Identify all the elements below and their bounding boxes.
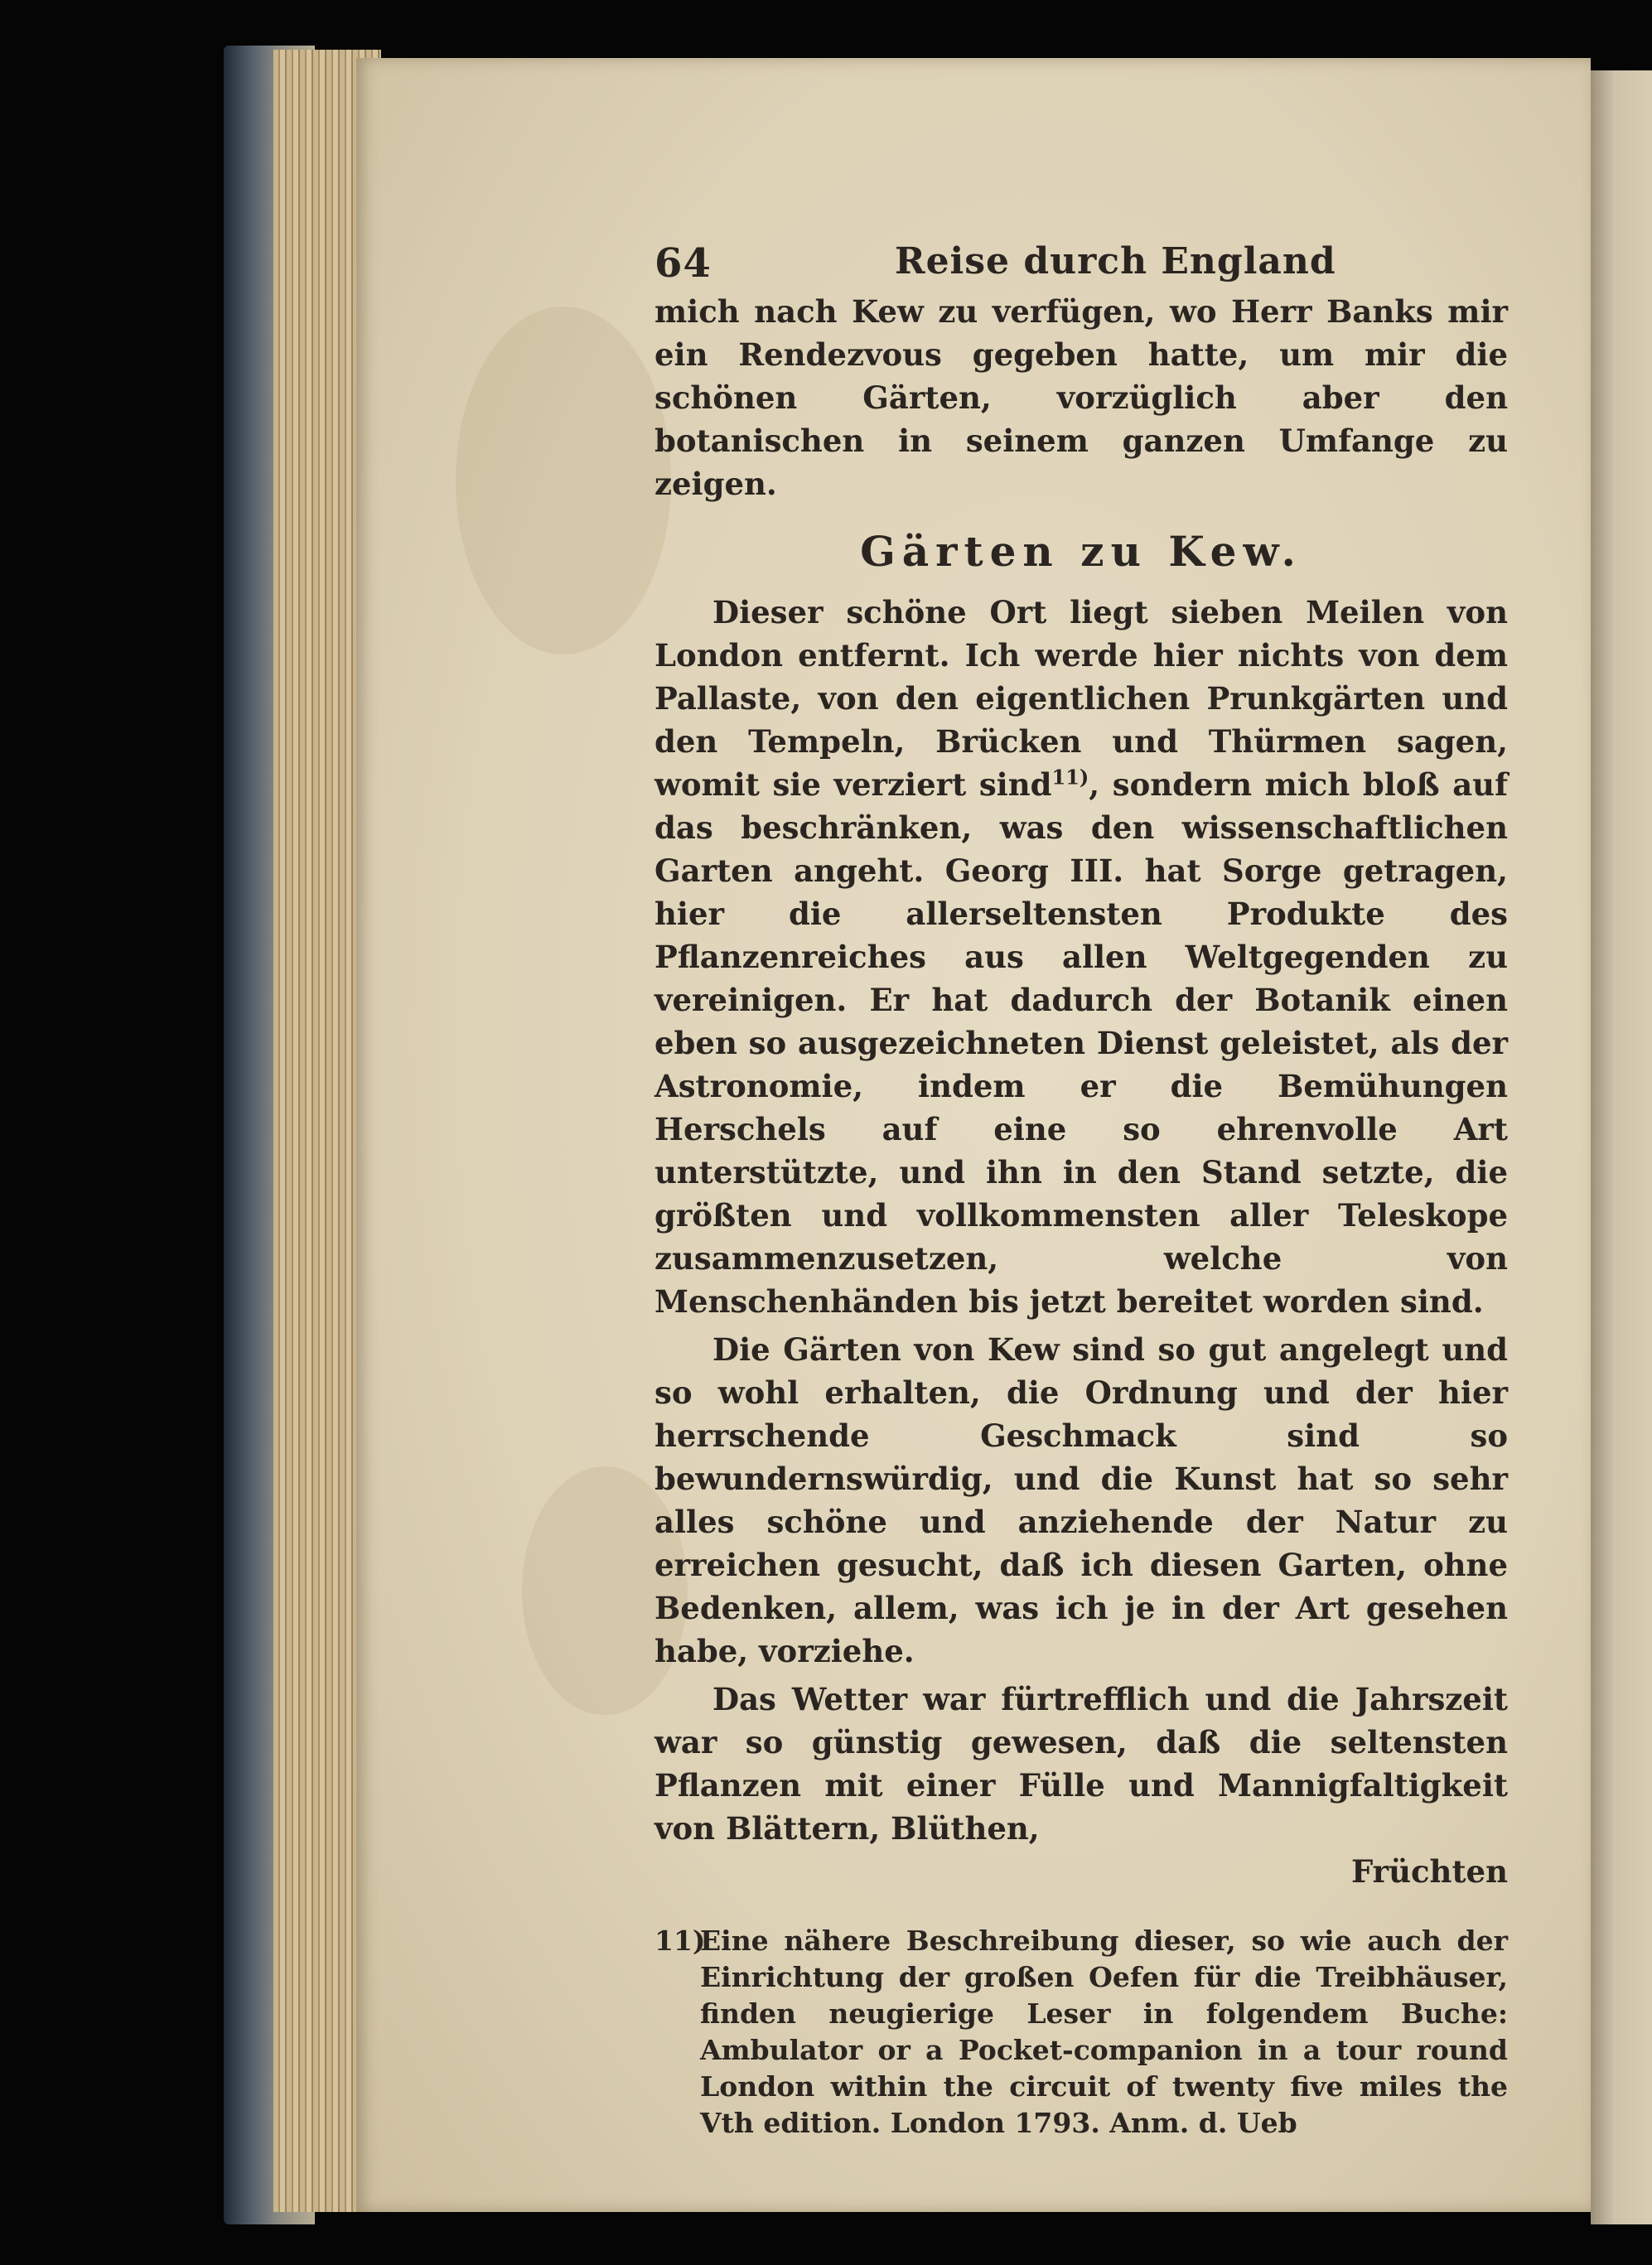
page-number: 64 [655,240,712,287]
paragraph-1-part1: Dieser schöne Ort liegt sieben Meilen von London entfernt. Ich werde hier nichts von dem Pallaste, von den eigentlichen Prunkgärten und den Tempeln, Brücken und Thürmen sagen, womit sie verziert sind [655,594,1508,803]
paragraph-1-part2: , sondern mich bloß auf das beschränken, was den wissenschaftlichen Garten angeht. Georg III. hat Sorge getragen, hier die allerseltensten Produkte des Pflanzenreiches aus allen Weltgegenden zu vereinigen. Er hat dadurch der Botanik einen eben so ausgezeichneten Dienst geleistet, als der Astronomie, indem er die Bemühungen Herschels auf eine so ehrenvolle Art unterstützte, und ihn in den Stand setzte, die größten und vollkommensten aller Teleskope zusammenzusetzen, welche von Menschenhänden bis jetzt bereitet worden sind. [655,766,1508,1320]
footnote [655,1923,1508,2142]
section-heading: Gärten zu Kew. [860,527,1302,576]
paper-stain [456,307,671,654]
paragraph-2: Die Gärten von Kew sind so gut angelegt und so wohl erhalten, die Ordnung und der hier herrschende Geschmack sind so bewundernswürdig, und die Kunst hat so sehr alles schöne und anziehende der Natur zu erreichen gesucht, daß ich diesen Garten, ohne Bedenken, allem, was ich je in der Art gesehen habe, vorziehe. [655,1331,1508,1669]
page-header [655,232,1508,290]
page-text [655,232,1508,2142]
paragraph-1 [655,591,1508,1323]
footnote-reference: 11) [1051,765,1089,790]
facing-page-edge [1591,70,1652,2224]
catchword: Früchten [1351,1853,1508,1890]
paragraph-3: Das Wetter war fürtrefflich und die Jahrszeit war so günstig gewesen, daß die seltensten Pflanzen mit einer Fülle und Mannigfaltigkeit von Blättern, Blüthen, [655,1681,1508,1847]
running-title: Reise durch England [895,240,1336,283]
footnote-marker: 11) [655,1925,706,1957]
footnote-text: Eine nähere Beschreibung dieser, so wie auch der Einrichtung der großen Oefen für die Treibhäuser, finden neugierige Leser in folgendem Buche: Ambulator or a Pocket-companion in a tour round London within the circuit of twenty five miles the Vth edition. London 1793. Anm. d. Ueb [700,1925,1508,2139]
intro-paragraph: mich nach Kew zu verfügen, wo Herr Banks mir ein Rendezvous gegeben hatte, um mir die schönen Gärten, vorzüglich aber den botanischen in seinem ganzen Umfange zu zeigen. [655,293,1508,502]
